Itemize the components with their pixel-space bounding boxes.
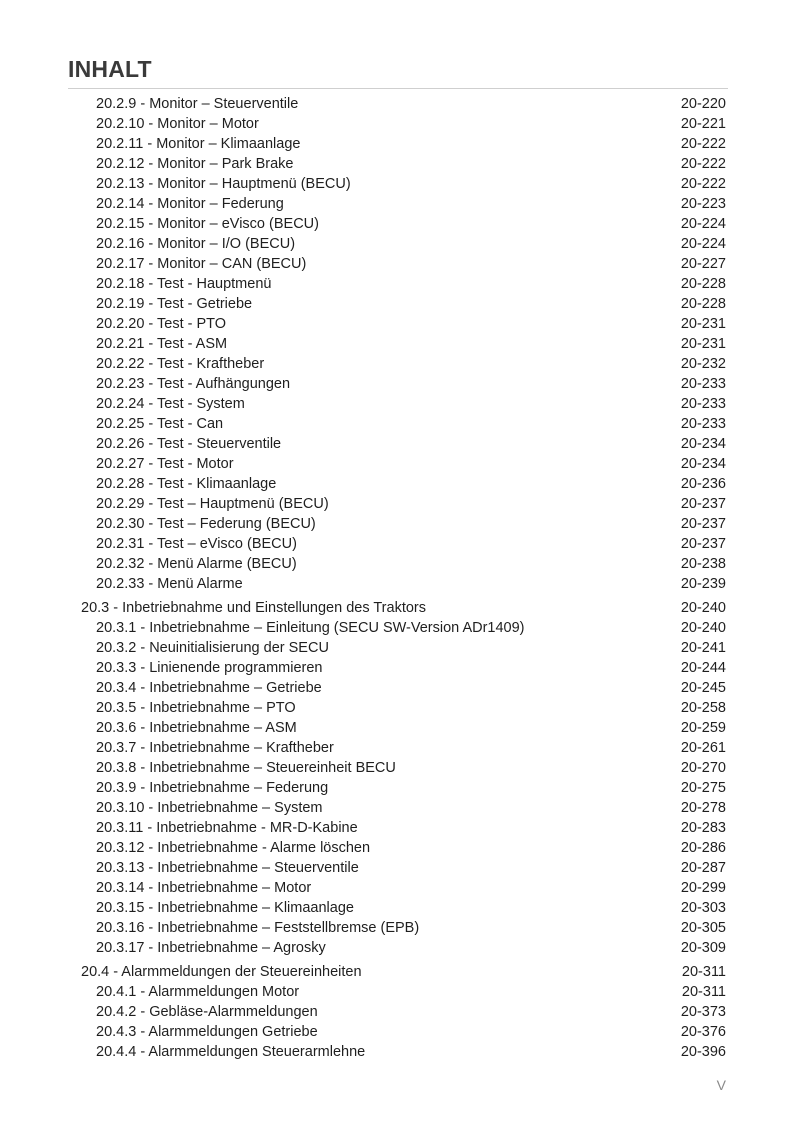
- toc-entry-page: 20-222: [680, 136, 726, 152]
- toc-entry-title: 20.3.14 - Inbetriebnahme – Motor: [96, 880, 312, 896]
- toc-entry-page: 20-233: [680, 396, 726, 412]
- toc-entry-title: 20.3.3 - Linienende programmieren: [96, 660, 323, 676]
- toc-entry-page: 20-238: [680, 556, 726, 572]
- toc-entry-title: 20.3.1 - Inbetriebnahme – Einleitung (SECU SW-Version ADr1409): [96, 620, 525, 636]
- toc-entry-title: 20.3.15 - Inbetriebnahme – Klimaanlage: [96, 900, 354, 916]
- toc-entry-page: 20-221: [680, 116, 726, 132]
- toc-entry-title: 20.3.12 - Inbetriebnahme - Alarme löschen: [96, 840, 371, 856]
- toc-entry[interactable]: [0, 758, 794, 778]
- toc-entry-title: 20.2.24 - Test - System: [96, 396, 245, 412]
- toc-entry[interactable]: [0, 778, 794, 798]
- toc-entry-page: 20-223: [680, 196, 726, 212]
- toc-entry-page: 20-286: [680, 840, 726, 856]
- toc-entry[interactable]: [0, 234, 794, 254]
- toc-entry[interactable]: [0, 618, 794, 638]
- toc-entry-page: 20-227: [680, 256, 726, 272]
- toc-entry-page: 20-373: [680, 1004, 726, 1020]
- toc-entry[interactable]: [0, 414, 794, 434]
- toc-entry-title: 20.2.30 - Test – Federung (BECU): [96, 516, 316, 532]
- toc-entry[interactable]: [0, 1022, 794, 1042]
- toc-entry-page: 20-270: [680, 760, 726, 776]
- toc-entry-title: 20.2.32 - Menü Alarme (BECU): [96, 556, 297, 572]
- toc-entry[interactable]: [0, 374, 794, 394]
- toc-entry-page: 20-396: [680, 1044, 726, 1060]
- toc-entry[interactable]: [0, 898, 794, 918]
- toc-entry-title: 20.2.15 - Monitor – eVisco (BECU): [96, 216, 319, 232]
- toc-entry-page: 20-241: [680, 640, 726, 656]
- toc-entry[interactable]: [0, 214, 794, 234]
- toc-entry[interactable]: [0, 718, 794, 738]
- toc-entry-title: 20.2.28 - Test - Klimaanlage: [96, 476, 277, 492]
- toc-entry-title: 20.3.4 - Inbetriebnahme – Getriebe: [96, 680, 322, 696]
- toc-entry-title: 20.2.29 - Test – Hauptmenü (BECU): [96, 496, 329, 512]
- toc-entry[interactable]: [0, 658, 794, 678]
- toc-entry[interactable]: [0, 918, 794, 938]
- toc-entry[interactable]: [0, 174, 794, 194]
- toc-entry[interactable]: [0, 1042, 794, 1062]
- toc-entry-title: 20.4.1 - Alarmmeldungen Motor: [96, 984, 300, 1000]
- toc-entry-title: 20.2.10 - Monitor – Motor: [96, 116, 259, 132]
- toc-entry-title: 20.3.8 - Inbetriebnahme – Steuereinheit BECU: [96, 760, 396, 776]
- toc-entry[interactable]: [0, 938, 794, 958]
- toc-entry-title: 20.2.25 - Test - Can: [96, 416, 224, 432]
- header-divider: [68, 88, 728, 89]
- toc-entry-page: 20-231: [680, 316, 726, 332]
- toc-entry-title: 20.2.23 - Test - Aufhängungen: [96, 376, 291, 392]
- toc-entry-title: 20.3.9 - Inbetriebnahme – Federung: [96, 780, 329, 796]
- toc-entry-page: 20-261: [680, 740, 726, 756]
- toc-entry-page: 20-220: [680, 96, 726, 112]
- toc-entry-title: 20.2.20 - Test - PTO: [96, 316, 227, 332]
- toc-entry-title: 20.3.7 - Inbetriebnahme – Kraftheber: [96, 740, 334, 756]
- toc-entry[interactable]: [0, 798, 794, 818]
- toc-entry-page: 20-234: [680, 456, 726, 472]
- toc-entry-page: 20-233: [680, 376, 726, 392]
- page-title: INHALT: [68, 56, 152, 82]
- toc-entry-title: 20.2.21 - Test - ASM: [96, 336, 228, 352]
- toc-entry-page: 20-224: [680, 216, 726, 232]
- toc-entry[interactable]: [0, 454, 794, 474]
- toc-entry-page: 20-283: [680, 820, 726, 836]
- toc-entry-title: 20.2.16 - Monitor – I/O (BECU): [96, 236, 296, 252]
- toc-entry-title: 20.3.16 - Inbetriebnahme – Feststellbremse (EPB): [96, 920, 420, 936]
- toc-entry-title: 20.2.33 - Menü Alarme: [96, 576, 243, 592]
- toc-entry-page: 20-275: [680, 780, 726, 796]
- toc-entry-page: 20-233: [680, 416, 726, 432]
- toc-entry-page: 20-309: [680, 940, 726, 956]
- toc-entry-title: 20.3 - Inbetriebnahme und Einstellungen des Traktors: [81, 600, 426, 616]
- toc-entry[interactable]: [0, 354, 794, 374]
- toc-entry-page: 20-239: [680, 576, 726, 592]
- toc-entry-page: 20-245: [680, 680, 726, 696]
- toc-entry-page: 20-311: [681, 984, 726, 1000]
- toc-entry[interactable]: [0, 554, 794, 574]
- toc-entry-page: 20-303: [680, 900, 726, 916]
- toc-entry-page: 20-240: [680, 600, 726, 616]
- toc-entry-title: 20.3.2 - Neuinitialisierung der SECU: [96, 640, 329, 656]
- toc-entry-title: 20.3.10 - Inbetriebnahme – System: [96, 800, 323, 816]
- toc-entry[interactable]: [0, 982, 794, 1002]
- toc-entry[interactable]: [0, 134, 794, 154]
- toc-entry-page: 20-237: [680, 496, 726, 512]
- toc-entry-title: 20.2.13 - Monitor – Hauptmenü (BECU): [96, 176, 351, 192]
- toc-entry-title: 20.3.6 - Inbetriebnahme – ASM: [96, 720, 297, 736]
- toc-entry[interactable]: [0, 334, 794, 354]
- toc-entry-title: 20.4.3 - Alarmmeldungen Getriebe: [96, 1024, 318, 1040]
- toc-entry-page: 20-232: [680, 356, 726, 372]
- toc-entry-title: 20.3.11 - Inbetriebnahme - MR-D-Kabine: [96, 820, 358, 836]
- toc-entry-page: 20-287: [680, 860, 726, 876]
- toc-entry-page: 20-234: [680, 436, 726, 452]
- toc-entry[interactable]: [0, 738, 794, 758]
- toc-entry-title: 20.2.17 - Monitor – CAN (BECU): [96, 256, 307, 272]
- toc-entry-title: 20.2.11 - Monitor – Klimaanlage: [96, 136, 301, 152]
- toc-entry[interactable]: [0, 254, 794, 274]
- toc-entry-title: 20.2.31 - Test – eVisco (BECU): [96, 536, 297, 552]
- toc-entry[interactable]: [0, 514, 794, 534]
- toc-entry-title: 20.2.22 - Test - Kraftheber: [96, 356, 265, 372]
- toc-entry-title: 20.2.14 - Monitor – Federung: [96, 196, 284, 212]
- toc-entry[interactable]: [0, 394, 794, 414]
- toc-entry[interactable]: [0, 434, 794, 454]
- toc-entry-page: 20-228: [680, 276, 726, 292]
- toc-section-entry[interactable]: [0, 962, 794, 982]
- toc-entry-page: 20-222: [680, 176, 726, 192]
- toc-entry[interactable]: [0, 154, 794, 174]
- toc-entry[interactable]: [0, 574, 794, 594]
- toc-entry[interactable]: [0, 494, 794, 514]
- toc-entry-page: 20-244: [680, 660, 726, 676]
- toc-entry-page: 20-311: [681, 964, 726, 980]
- toc-entry-title: 20.2.18 - Test - Hauptmenü: [96, 276, 272, 292]
- toc-entry[interactable]: [0, 818, 794, 838]
- toc-entry-title: 20.4.4 - Alarmmeldungen Steuerarmlehne: [96, 1044, 366, 1060]
- toc-entry-title: 20.2.12 - Monitor – Park Brake: [96, 156, 294, 172]
- toc-entry[interactable]: [0, 294, 794, 314]
- toc-entry[interactable]: [0, 878, 794, 898]
- toc-entry[interactable]: [0, 838, 794, 858]
- toc-entry-page: 20-259: [680, 720, 726, 736]
- toc-entry-title: 20.3.13 - Inbetriebnahme – Steuerventile: [96, 860, 359, 876]
- toc-entry-page: 20-237: [680, 516, 726, 532]
- toc-entry[interactable]: [0, 274, 794, 294]
- toc-entry-title: 20.2.9 - Monitor – Steuerventile: [96, 96, 299, 112]
- toc-entry-title: 20.2.19 - Test - Getriebe: [96, 296, 253, 312]
- toc-entry[interactable]: [0, 858, 794, 878]
- toc-entry-page: 20-236: [680, 476, 726, 492]
- toc-entry-page: 20-258: [680, 700, 726, 716]
- toc-entry-page: 20-299: [680, 880, 726, 896]
- toc-entry-page: 20-376: [680, 1024, 726, 1040]
- toc-entry[interactable]: [0, 638, 794, 658]
- toc-entry[interactable]: [0, 534, 794, 554]
- toc-entry-title: 20.3.17 - Inbetriebnahme – Agrosky: [96, 940, 326, 956]
- toc-entry[interactable]: [0, 474, 794, 494]
- toc-entry[interactable]: [0, 94, 794, 114]
- page-number: V: [716, 1077, 726, 1093]
- toc-entry-page: 20-224: [680, 236, 726, 252]
- toc-entry[interactable]: [0, 698, 794, 718]
- toc-entry[interactable]: [0, 114, 794, 134]
- toc-entry-title: 20.4.2 - Gebläse-Alarmmeldungen: [96, 1004, 318, 1020]
- toc-entry-page: 20-305: [680, 920, 726, 936]
- toc-entry[interactable]: [0, 194, 794, 214]
- toc-entry[interactable]: [0, 678, 794, 698]
- table-of-contents: [0, 94, 794, 1062]
- toc-entry-page: 20-278: [680, 800, 726, 816]
- toc-entry-page: 20-231: [680, 336, 726, 352]
- toc-entry[interactable]: [0, 1002, 794, 1022]
- toc-section-entry[interactable]: [0, 598, 794, 618]
- toc-entry-page: 20-240: [680, 620, 726, 636]
- toc-entry-title: 20.4 - Alarmmeldungen der Steuereinheiten: [81, 964, 362, 980]
- toc-entry-title: 20.2.27 - Test - Motor: [96, 456, 234, 472]
- toc-entry-page: 20-237: [680, 536, 726, 552]
- toc-entry-page: 20-222: [680, 156, 726, 172]
- toc-entry[interactable]: [0, 314, 794, 334]
- toc-entry-title: 20.2.26 - Test - Steuerventile: [96, 436, 282, 452]
- toc-entry-title: 20.3.5 - Inbetriebnahme – PTO: [96, 700, 296, 716]
- toc-entry-page: 20-228: [680, 296, 726, 312]
